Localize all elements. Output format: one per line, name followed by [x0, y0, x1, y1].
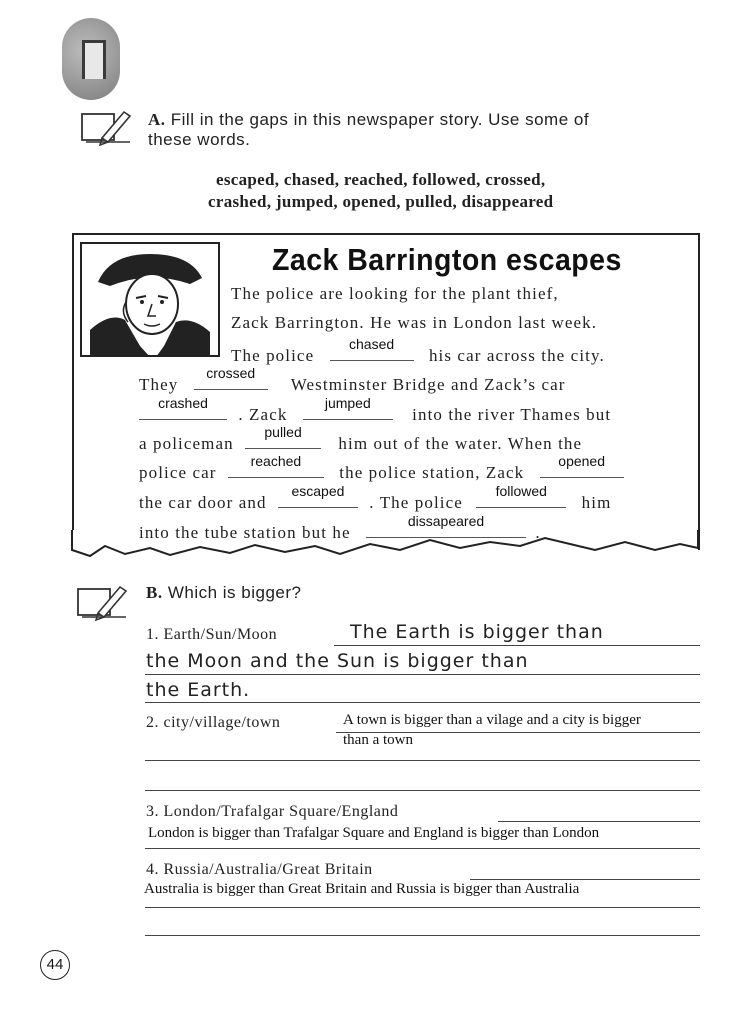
story-text: into the tube station but he — [139, 523, 351, 542]
story-line — [139, 395, 612, 425]
gap-opened[interactable] — [540, 453, 624, 478]
page-number: 44 — [40, 950, 70, 980]
gap-reached[interactable] — [228, 453, 324, 478]
answer-followed: followed — [495, 483, 547, 499]
instruction-line: Fill in the gaps in this newspaper story. Use some of — [170, 110, 590, 129]
gap-jumped[interactable] — [303, 395, 393, 420]
typed-answer: than a town — [343, 732, 413, 748]
question-3: 3. London/Trafalgar Square/England — [146, 803, 399, 820]
instruction-b — [146, 583, 302, 603]
pencil-writing-icon — [80, 108, 134, 146]
story-text: the car door and — [139, 493, 267, 512]
story-text: him out of the water. When the — [338, 434, 583, 453]
story-line — [139, 365, 566, 395]
story-text: a policeman — [139, 434, 234, 453]
story-text: Westminster Bridge and Zack’s car — [290, 375, 566, 394]
answer-line[interactable] — [145, 702, 700, 703]
typed-answer: London is bigger than Trafalgar Square and England is bigger than London — [148, 825, 600, 841]
gap-pulled[interactable] — [245, 424, 321, 449]
answer-pulled: pulled — [264, 424, 302, 440]
answer-escaped: escaped — [291, 483, 345, 499]
answer-line[interactable] — [498, 821, 700, 822]
story-line: Zack Barrington. He was in London last week. — [231, 313, 598, 332]
answer-line[interactable] — [145, 760, 700, 761]
answer-jumped: jumped — [324, 395, 371, 411]
pencil-writing-icon — [76, 583, 130, 621]
story-line — [139, 453, 624, 483]
story-title: Zack Barrington escapes — [272, 242, 622, 277]
question-4: 4. Russia/Australia/Great Britain — [146, 861, 373, 878]
answer-chased: chased — [349, 336, 395, 352]
instruction-a — [148, 110, 589, 130]
answer-line[interactable] — [145, 935, 700, 936]
story-line — [139, 424, 583, 454]
answer-disappeared: dissapeared — [407, 513, 485, 529]
section-letter: A. — [148, 110, 166, 129]
answer-line[interactable] — [145, 907, 700, 908]
story-text: the police station, Zack — [339, 463, 525, 482]
zack-portrait-image — [80, 242, 220, 357]
story-text: his car across the city. — [428, 346, 605, 365]
answer-line[interactable] — [334, 645, 700, 646]
story-text: into the river Thames but — [412, 405, 612, 424]
answer-crossed: crossed — [206, 365, 256, 381]
gap-escaped[interactable] — [278, 483, 358, 508]
gap-followed[interactable] — [476, 483, 566, 508]
story-line — [139, 513, 541, 543]
unit-logo-icon — [62, 18, 120, 100]
story-text: . Zack — [238, 405, 288, 424]
question-2: 2. city/village/town — [146, 714, 281, 731]
instruction-line: Which is bigger? — [167, 583, 302, 602]
gap-crashed[interactable] — [139, 395, 227, 420]
gap-disappeared[interactable] — [366, 513, 526, 538]
answer-reached: reached — [250, 453, 302, 469]
story-line — [139, 483, 612, 513]
story-text: . — [535, 523, 541, 542]
answer-crashed: crashed — [158, 395, 208, 411]
story-text: him — [581, 493, 612, 512]
answer-line[interactable] — [470, 879, 700, 880]
section-letter: B. — [146, 583, 163, 602]
word-bank-line: escaped, chased, reached, followed, crossed, — [216, 170, 546, 189]
handwritten-answer: The Earth is bigger than — [350, 621, 604, 643]
question-1: 1. Earth/Sun/Moon — [146, 626, 278, 643]
answer-line[interactable] — [145, 674, 700, 675]
handwritten-answer: the Moon and the Sun is bigger than — [146, 650, 529, 672]
gap-chased[interactable] — [330, 336, 414, 361]
typed-answer: Australia is bigger than Great Britain and Russia is bigger than Australia — [144, 881, 580, 897]
story-text: They — [139, 375, 179, 394]
answer-opened: opened — [558, 453, 605, 469]
story-text: The police — [231, 346, 315, 365]
typed-answer: A town is bigger than a vilage and a city is bigger — [343, 712, 641, 728]
answer-line[interactable] — [145, 790, 700, 791]
gap-crossed[interactable] — [194, 365, 268, 390]
answer-line[interactable] — [145, 848, 700, 849]
story-line: The police are looking for the plant thief, — [231, 284, 559, 303]
instruction-line: these words. — [148, 130, 251, 149]
handwritten-answer: the Earth. — [146, 679, 251, 701]
story-text: . The police — [369, 493, 463, 512]
story-line — [231, 336, 605, 366]
word-bank-line: crashed, jumped, opened, pulled, disappeared — [208, 192, 554, 211]
story-text: police car — [139, 463, 217, 482]
